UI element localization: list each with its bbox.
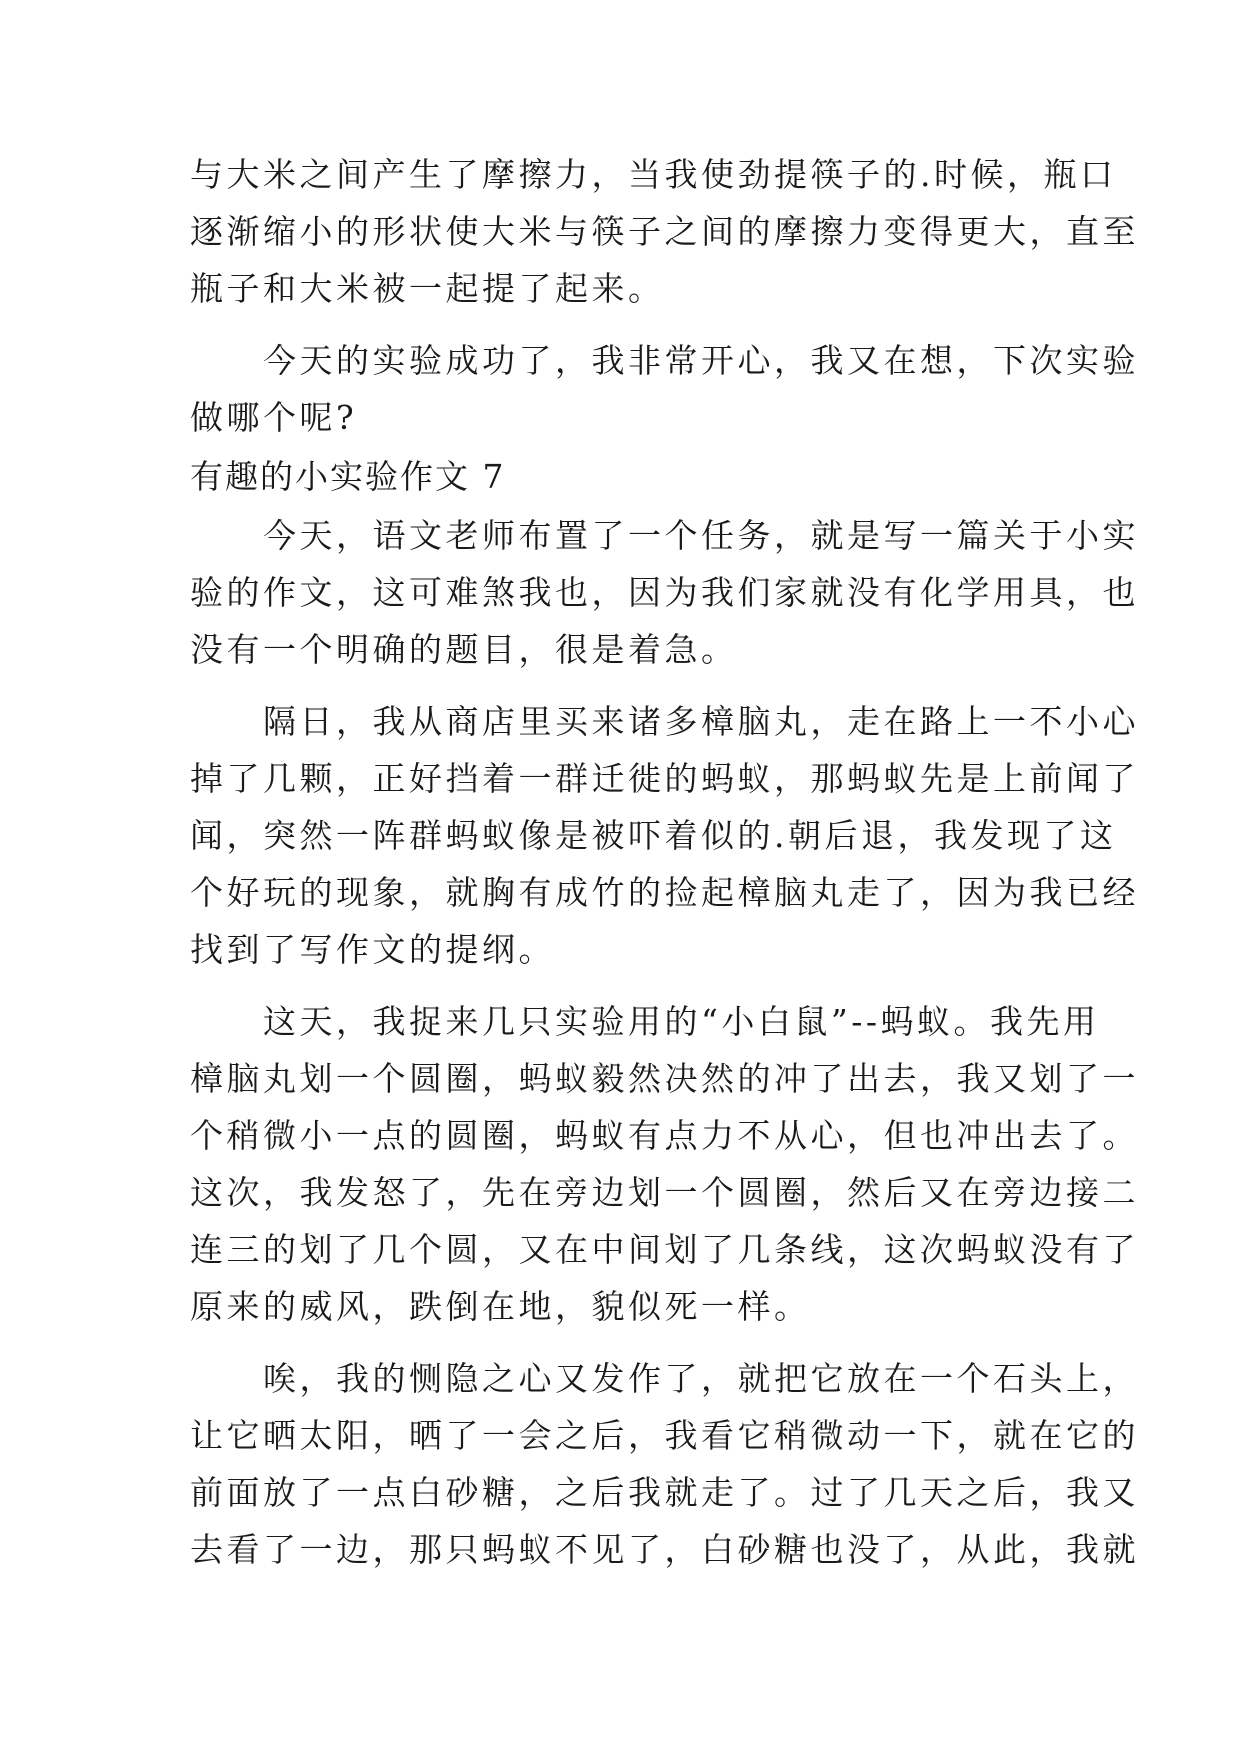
text-line: 这天，我捉来几只实验用的“小白鼠”--蚂蚁。我先用 [190,1002,1100,1041]
text-line: 原来的威风，跌倒在地，貌似死一样。 [190,1287,811,1326]
text-line: 个稍微小一点的圆圈，蚂蚁有点力不从心，但也冲出去了。 [190,1116,1139,1155]
text-line: 前面放了一点白砂糖，之后我就走了。过了几天之后，我又 [190,1473,1139,1512]
section-heading: 有趣的小实验作文 7 [190,457,506,496]
text-line: 做哪个呢? [190,398,358,437]
text-line: 隔日，我从商店里买来诸多樟脑丸，走在路上一不小心 [190,702,1139,741]
text-line: 逐渐缩小的形状使大米与筷子之间的摩擦力变得更大，直至 [190,212,1139,251]
text-line: 樟脑丸划一个圆圈，蚂蚁毅然决然的冲了出去，我又划了一 [190,1059,1139,1098]
text-line: 去看了一边，那只蚂蚁不见了，白砂糖也没了，从此，我就 [190,1530,1139,1569]
text-line: 验的作文，这可难煞我也，因为我们家就没有化学用具，也 [190,573,1139,612]
text-line: 今天，语文老师布置了一个任务，就是写一篇关于小实 [190,516,1139,555]
text-line: 找到了写作文的提纲。 [190,930,555,969]
text-line: 唉，我的恻隐之心又发作了，就把它放在一个石头上， [190,1359,1139,1398]
text-line: 让它晒太阳，晒了一会之后，我看它稍微动一下，就在它的 [190,1416,1139,1455]
text-line: 掉了几颗，正好挡着一群迁徙的蚂蚁，那蚂蚁先是上前闻了 [190,759,1139,798]
text-line: 今天的实验成功了，我非常开心，我又在想，下次实验 [190,341,1139,380]
text-line: 连三的划了几个圆，又在中间划了几条线，这次蚂蚁没有了 [190,1230,1139,1269]
text-line: 没有一个明确的题目，很是着急。 [190,630,738,669]
text-line: 个好玩的现象，就胸有成竹的捡起樟脑丸走了，因为我已经 [190,873,1139,912]
text-line: 与大米之间产生了摩擦力，当我使劲提筷子的.时候，瓶口 [190,155,1117,194]
text-line: 瓶子和大米被一起提了起来。 [190,269,665,308]
text-line: 闻，突然一阵群蚂蚁像是被吓着似的.朝后退，我发现了这 [190,816,1117,855]
text-line: 这次，我发怒了，先在旁边划一个圆圈，然后又在旁边接二 [190,1173,1139,1212]
